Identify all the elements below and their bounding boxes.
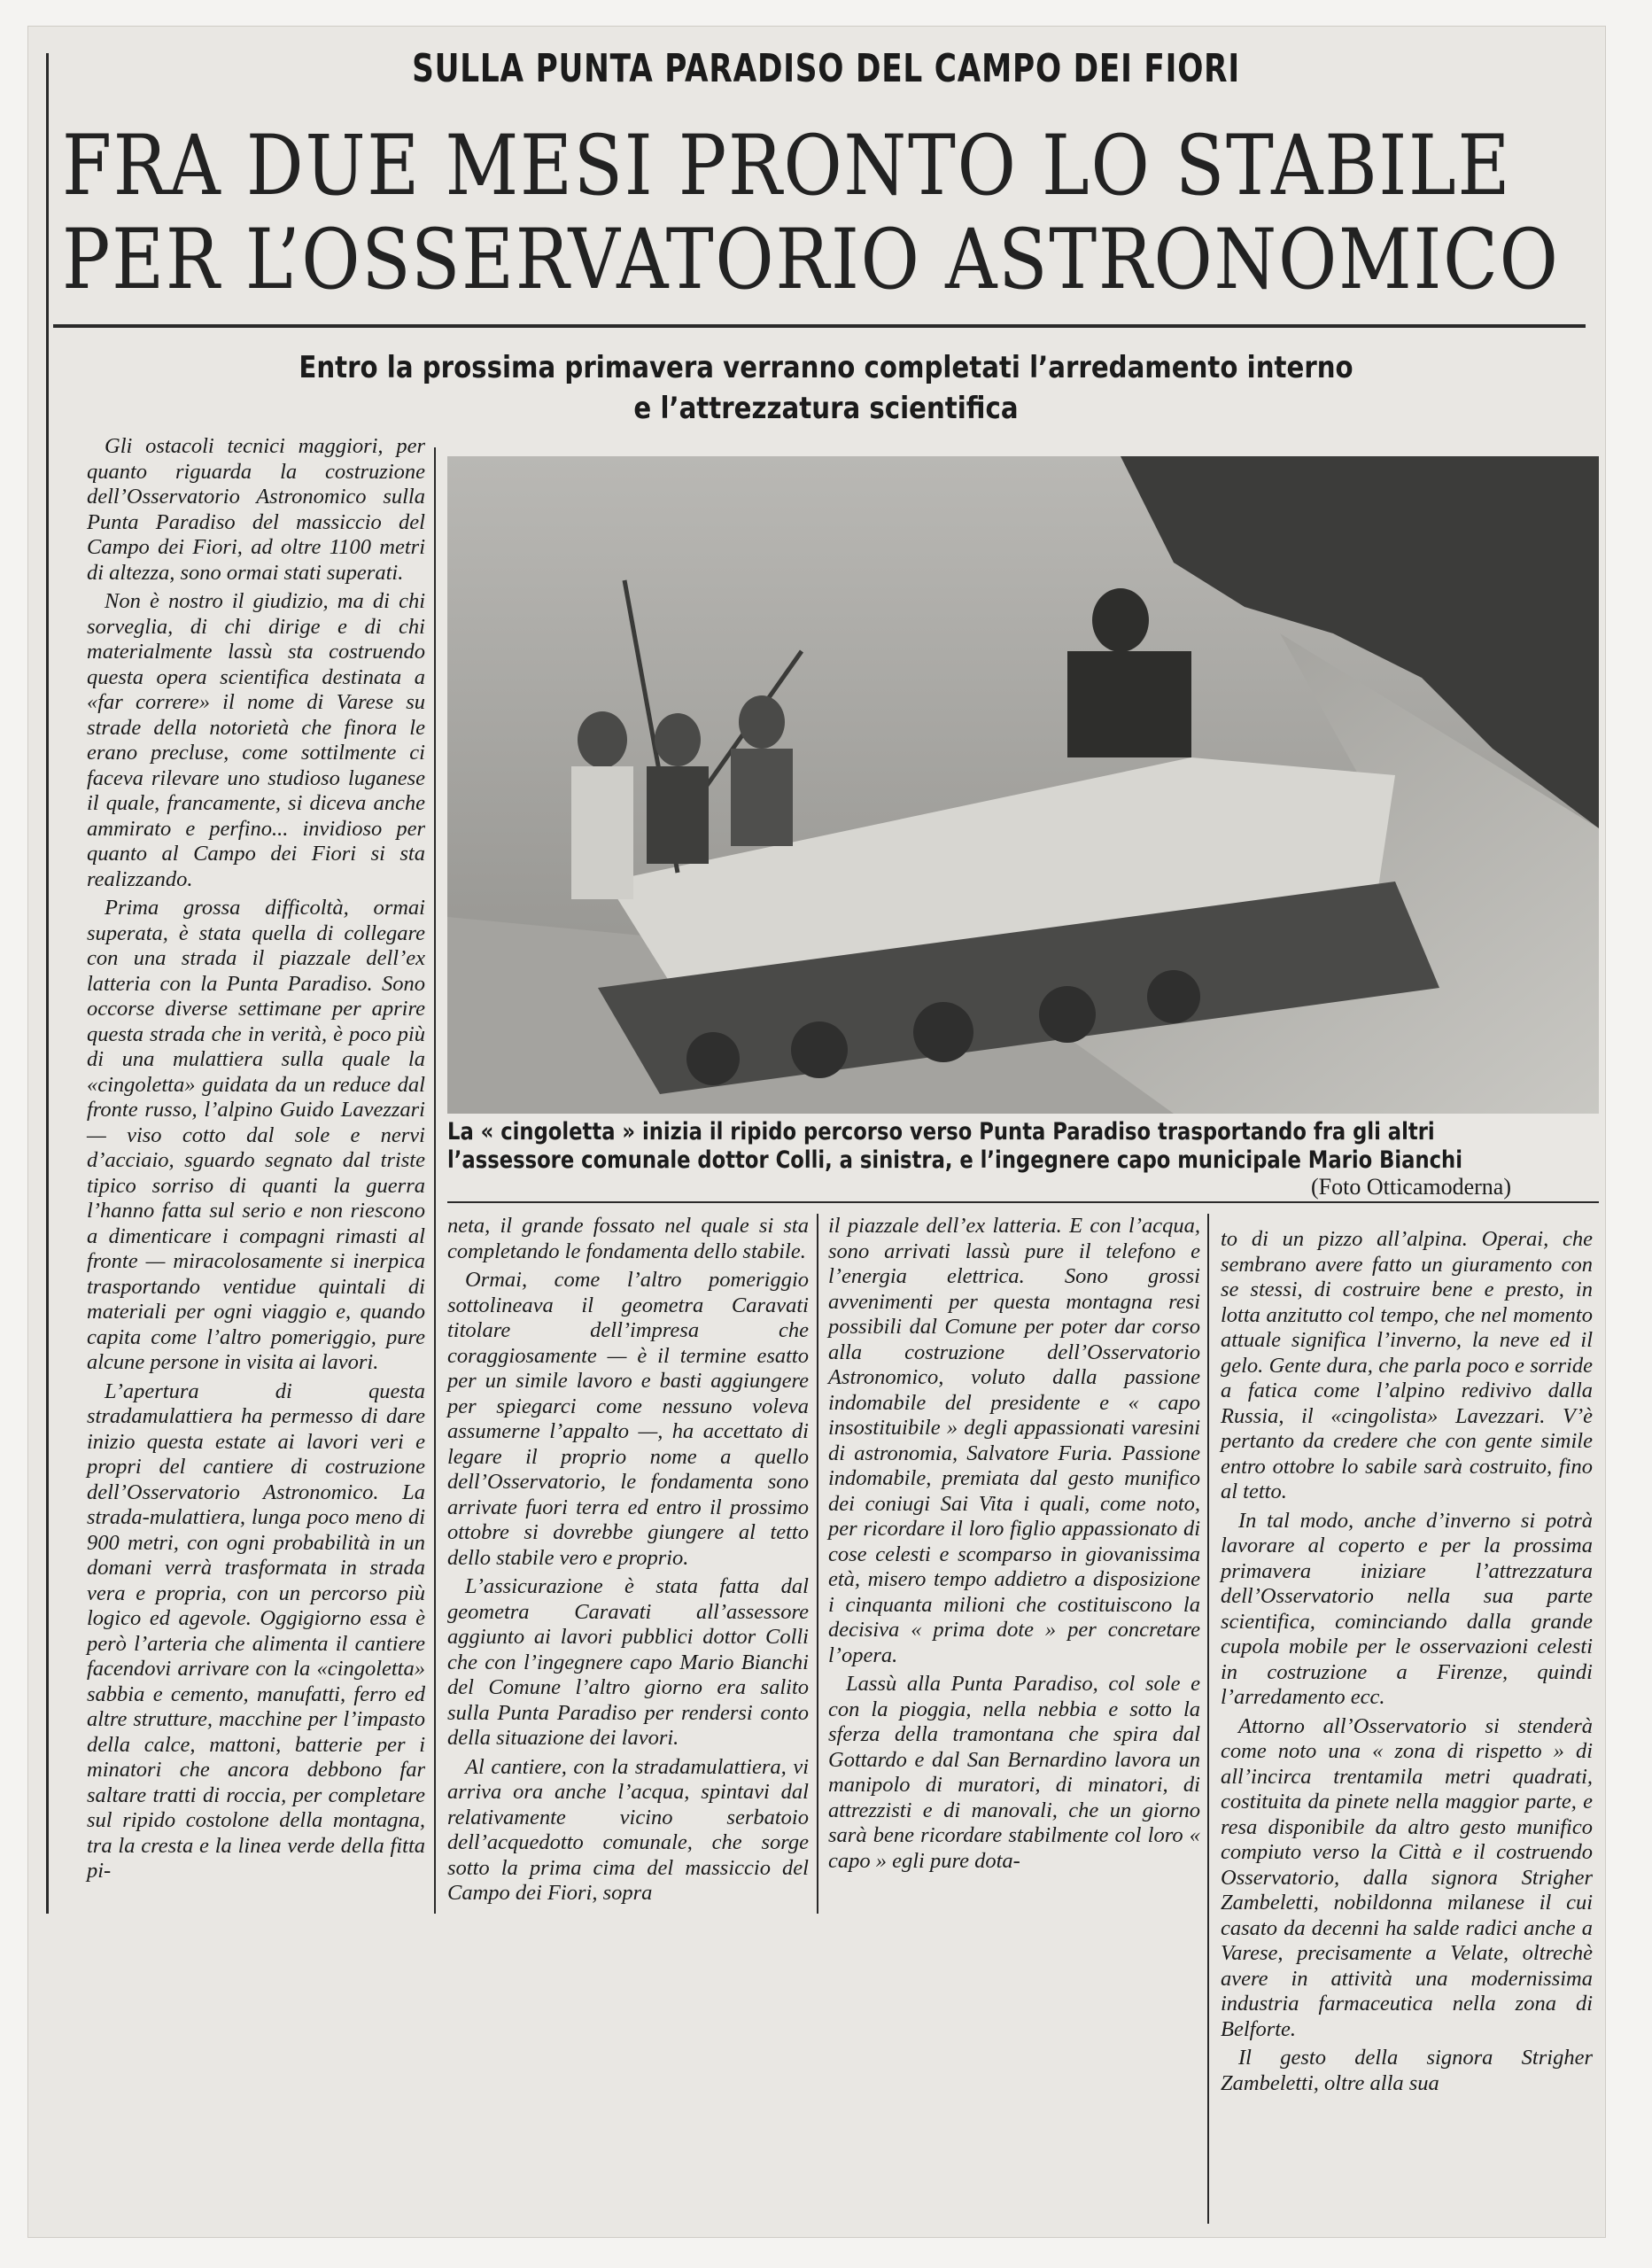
headline-line-2: PER L’OSSERVATORIO ASTRONOMICO: [62, 212, 1560, 308]
paragraph: neta, il grande fossato nel quale si sta completando le fondamenta dello stabile.: [447, 1214, 809, 1263]
paragraph: to di un pizzo all’alpina. Operai, che sembrano avere fatto un giuramento con se stessi, di costruire bene e presto, in lotta anzitutto col tempo, che nel momento attuale significa l’inverno, la neve ed il gelo. Gente dura, che parla poco e sorride a fatica come l’alpino redivivo dalla Russia, il «cingolista» Lavezzari. V’è pertanto da credere che con gente simile entro ottobre lo sabile sarà costruito, fino al tetto.: [1221, 1227, 1593, 1503]
paragraph: Ormai, come l’altro pomeriggio sottolineava il geometra Caravati titolare dell’impresa che coraggiosamente — è il termine esatto per un simile lavoro e basti aggiungere per spiegarci come nessuno voleva assumerne l’appalto —, ha accettato di legare il proprio nome a quello dell’Osservatorio, le fondamenta sono arrivate fuori terra ed entro il prossimo ottobre si dovrebbe giungere al tetto dello stabile vero e proprio.: [447, 1268, 809, 1570]
headline: [62, 120, 1603, 307]
article-column-1: [87, 434, 425, 1888]
paragraph: il piazzale dell’ex latteria. E con l’acqua, sono arrivati lassù pure il telefono e l’energia elettrica. Sono grossi avvenimenti per questa montagna resi possibili dal Comune per poter dar corso alla costruzione dell’Osservatorio Astronomico, voluto dalla passione indomabile del presidente e « capo insostituibile » degli appassionati varesini di astronomia, Salvatore Furia. Passione indomabile, premiata dal gesto munifico dei coniugi Sai Vita i quali, come noto, per ricordare il loro figlio appassionato di cose celesti e scomparso in giovanissima età, misero tempo addietro a disposizione i cinquanta milioni che costituiscono la decisiva « prima dote » per concretare l’opera.: [828, 1214, 1200, 1667]
column-divider: [817, 1214, 818, 1914]
paragraph: L’apertura di questa stradamulattiera ha permesso di dare inizio questa estate ai lavori veri e propri del cantiere di costruzione dell’Osservatorio Astronomico. La strada-mulattiera, lunga poco meno di 900 metri, con ogni probabilità in un domani verrà trasformata in strada vera e propria, con un percorso più logico ed agevole. Oggigiorno essa è però l’arteria che alimenta il cantiere facendovi arrivare con la «cingoletta» sabbia e cemento, manufatti, ferro ed altre strutture, macchine per l’impasto della calce, mattoni, batterie per i minatori che ancora debbono far saltare tratti di roccia, per completare sul ripido costolone della montagna, tra la cresta e la linea verde della fitta pi-: [87, 1379, 425, 1883]
photo-caption: [447, 1118, 1599, 1175]
photo-illustration: [447, 456, 1599, 1114]
kicker: SULLA PUNTA PARADISO DEL CAMPO DEI FIORI: [412, 46, 1240, 91]
caption-rule: [447, 1201, 1599, 1203]
paragraph: Prima grossa difficoltà, ormai superata, è stata quella di collegare con una strada il piazzale dell’ex latteria con la Punta Paradiso. Sono occorse diverse settimane per aprire questa strada che in verità, è poco più di una mulattiera sulla quale la «cingoletta» guidata da un reduce dal fronte russo, l’alpino Guido Lavezzari — viso cotto dal sole e nervi d’acciaio, sguardo segnato dal triste tipico sorriso di quanti la guerra l’hanno fatta sul serio e non riescono a dimenticare i compagni rimasti al fronte — miracolosamente si inerpica trasportando ventidue quintali di materiali per ogni viaggio e, quando capita come l’altro pomeriggio, pure alcune persone in visita ai lavori.: [87, 896, 425, 1374]
subheadline-line-1: Entro la prossima primavera verranno completati l’arredamento interno: [299, 350, 1353, 385]
paragraph: Al cantiere, con la stradamulattiera, vi arriva ora anche l’acqua, spintavi dal relativamente vicino serbatoio dell’acquedotto comunale, che sorge sotto la prima cima del massiccio del Campo dei Fiori, sopra: [447, 1754, 809, 1905]
paragraph: Il gesto della signora Strigher Zambeletti, oltre alla sua: [1221, 2046, 1593, 2095]
headline-line-1: FRA DUE MESI PRONTO LO STABILE: [62, 118, 1512, 214]
paragraph: Gli ostacoli tecnici maggiori, per quanto riguarda la costruzione dell’Osservatorio Astronomico sulla Punta Paradiso del massiccio del Campo dei Fiori, ad oltre 1100 metri di altezza, sono ormai stati superati.: [87, 434, 425, 585]
photo-credit: (Foto Otticamoderna): [1311, 1174, 1511, 1200]
subheadline-line-2: e l’attrezzatura scientifica: [633, 391, 1019, 426]
caption-line-1: La « cingoletta » inizia il ripido percorso verso Punta Paradiso trasportando fra gli altri: [447, 1118, 1435, 1146]
article-column-4: [1221, 1227, 1593, 2100]
paragraph: Lassù alla Punta Paradiso, col sole e con la pioggia, nella nebbia e sotto la sferza della tramontana che spira dal Gottardo e dal San Bernardino lavora un manipolo di muratori, di minatori, di attrezzisti e di manovali, che un giorno sarà bene ricordare stabilmente col loro « capo » egli pure dota-: [828, 1672, 1200, 1873]
subheadline: [0, 347, 1652, 429]
paragraph: In tal modo, anche d’inverno si potrà lavorare al coperto e per la prossima primavera iniziare l’attrezzatura dell’Osservatorio nella sua parte scientifica, cominciando dalla grande cupola mobile per le osservazioni celesti in costruzione a Firenze, quindi l’arredamento ecc.: [1221, 1508, 1593, 1709]
paragraph: Attorno all’Osservatorio si stenderà come noto una « zona di rispetto » di all’incirca trentamila metri quadrati, costituita da pinete nella maggior parte, e resa disponibile da altro gesto munifico compiuto verso la Città e il costruendo Osservatorio, dalla signora Strigher Zambeletti, nobildonna milanese il cui casato da decenni ha salde radici anche a Varese, precisamente a Velate, oltrechè avere in attività una modernissima industria farmaceutica nella zona di Belforte.: [1221, 1713, 1593, 2041]
caption-line-2: l’assessore comunale dottor Colli, a sinistra, e l’ingegnere capo municipale Mario Bianchi: [447, 1146, 1462, 1174]
column-divider: [1207, 1214, 1209, 2224]
left-border-rule: [46, 53, 49, 1914]
paragraph: L’assicurazione è stata fatta dal geometra Caravati all’assessore aggiunto ai lavori pubblici dottor Colli che con l’ingegnere capo Mario Bianchi del Comune l’altro giorno era salito sulla Punta Paradiso per rendersi conto della situazione dei lavori.: [447, 1574, 809, 1750]
article-column-2: [447, 1214, 809, 1910]
photo-cingoletta: [447, 456, 1599, 1114]
article-column-3: [828, 1214, 1200, 1877]
paragraph: Non è nostro il giudizio, ma di chi sorveglia, di chi dirige e di chi materialmente lassù sta costruendo questa opera scientifica destinata a «far correre» il nome di Varese su strade della notorietà che finora le erano precluse, come sottilmente ci faceva rilevare uno studioso luganese il quale, francamente, si diceva anche ammirato e perfino... invidioso per quanto al Campo dei Fiori si sta realizzando.: [87, 589, 425, 891]
headline-rule: [53, 324, 1586, 328]
column-divider: [434, 447, 436, 1914]
